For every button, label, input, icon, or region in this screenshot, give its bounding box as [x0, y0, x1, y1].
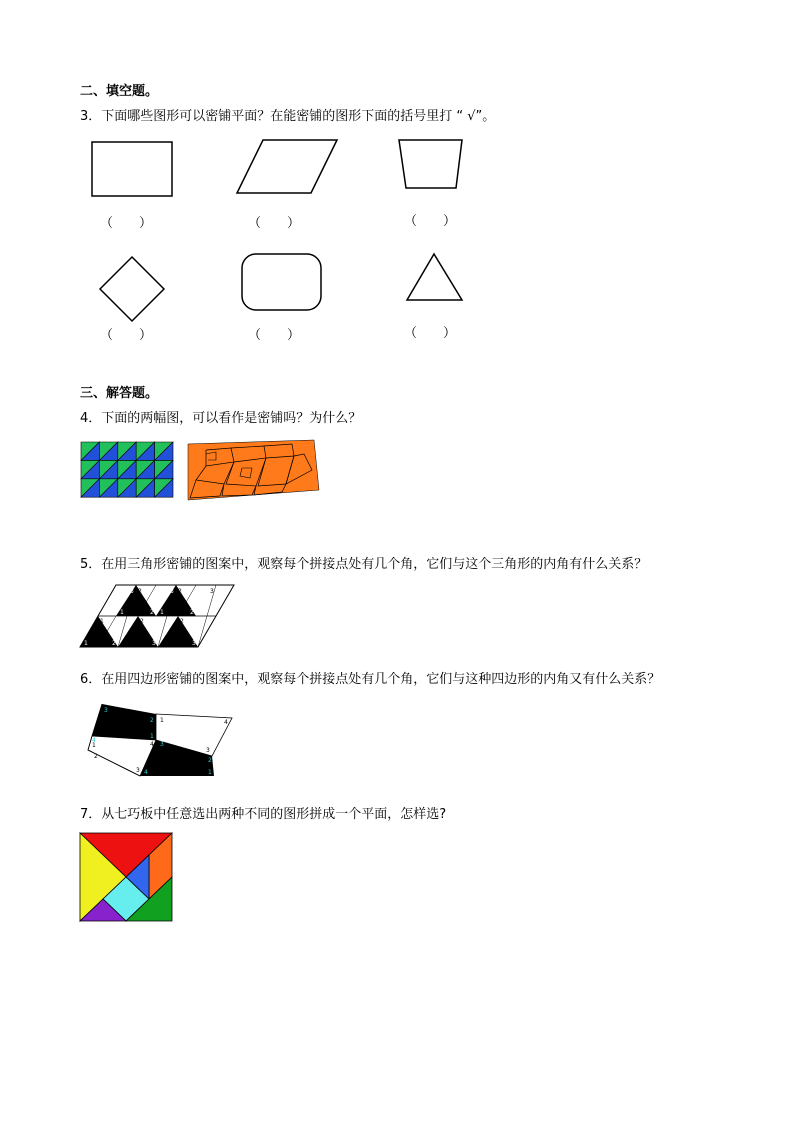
orange-tile-tiling [186, 440, 321, 502]
angle-label: 1 [120, 609, 124, 616]
question-7: 7．从七巧板中任意选出两种不同的图形拼成一个平面，怎样选? [80, 807, 447, 822]
triangle-shape [405, 252, 465, 304]
question-5: 5．在用三角形密铺的图案中，观察每个拼接点处有几个角，它们与这个三角形的内角有什么关系？ [80, 557, 648, 572]
angle-label: 3 [130, 588, 134, 595]
angle-label: 1 [150, 733, 154, 740]
angle-label: 2 [180, 618, 184, 625]
angle-label: 3 [210, 588, 214, 595]
angle-label: 1 [100, 618, 104, 625]
answer-paren-3[interactable]: （ ） [404, 214, 457, 229]
angle-label: 2 [140, 618, 144, 625]
answer-paren-2[interactable]: （ ） [248, 216, 301, 231]
answer-paren-5[interactable]: （ ） [248, 328, 301, 343]
angle-label: 1 [208, 769, 212, 776]
answer-paren-1[interactable]: （ ） [100, 216, 153, 231]
angle-label: 2 [190, 609, 194, 616]
angle-label: 3 [192, 640, 196, 647]
angle-label: 2 [94, 753, 98, 760]
parallelogram-shape [235, 138, 340, 198]
answer-paren-4[interactable]: （ ） [100, 328, 153, 343]
angle-label: 2 [112, 640, 116, 647]
angle-label: 2 [150, 717, 154, 724]
section-heading-fill: 二、填空题。 [80, 84, 159, 99]
angle-label: 3 [170, 588, 174, 595]
angle-label: 3 [160, 741, 164, 748]
angle-label: 4 [92, 737, 96, 744]
angle-label: 3 [104, 707, 108, 714]
angle-label: 4 [224, 719, 228, 726]
angle-label: 3 [136, 767, 140, 774]
rounded-rectangle-shape [240, 252, 324, 312]
question-6: 6．在用四边形密铺的图案中，观察每个拼接点处有几个角，它们与这种四边形的内角又有什么关系？ [80, 672, 661, 687]
angle-label: 1 [84, 640, 88, 647]
angle-label: 1 [160, 717, 164, 724]
angle-label: 3 [152, 640, 156, 647]
rectangle-shape [90, 140, 176, 200]
angle-label: 2 [150, 609, 154, 616]
quadrilateral-tiling-figure [84, 700, 236, 780]
angle-label: 2 [138, 588, 142, 595]
angle-label: 4 [150, 741, 154, 748]
angle-label: 2 [208, 757, 212, 764]
angle-label: 1 [92, 742, 96, 749]
question-3: 3．下面哪些图形可以密铺平面？在能密铺的图形下面的括号里打 “ √”。 [80, 109, 496, 124]
triangle-grid-tiling [80, 441, 176, 499]
triangle-tiling-figure [80, 583, 236, 649]
square-diamond-shape [98, 255, 166, 323]
angle-label: 3 [206, 747, 210, 754]
angle-label: 1 [160, 609, 164, 616]
angle-label: 4 [144, 769, 148, 776]
angle-label: 2 [178, 588, 182, 595]
section-heading-answer: 三、解答题。 [80, 386, 159, 401]
question-4: 4．下面的两幅图，可以看作是密铺吗？为什么？ [80, 411, 362, 426]
answer-paren-6[interactable]: （ ） [404, 326, 457, 341]
trapezoid-shape [397, 138, 465, 192]
tangram-figure [79, 832, 173, 922]
